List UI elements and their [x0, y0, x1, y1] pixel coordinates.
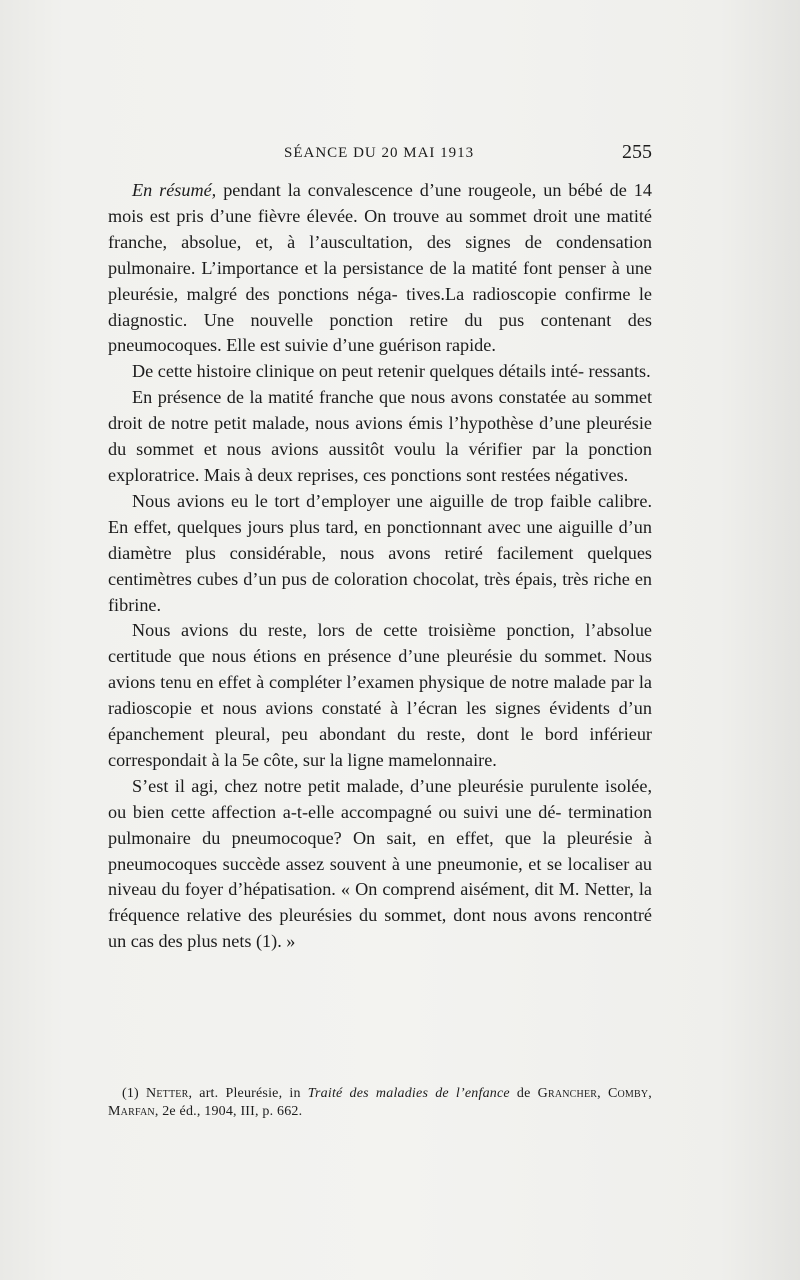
- footnote: [108, 1085, 652, 1121]
- footnote-editor: Grancher: [537, 1086, 598, 1101]
- paragraph: [108, 489, 652, 619]
- footnote-text: de: [509, 1086, 538, 1101]
- paragraph-text: S’est il agi, chez notre petit malade, d’une pleurésie purulente isolée, ou bien cette affection a-t-elle accompagné ou suivi une dé- termination pulmonaire du pneumocoque? On sait, en effet, que la pleurésie à pneumocoques succède assez souvent à une pneumonie, et se localiser au niveau du foyer d’hépatisation. « On comprend aisément, dit M. Netter, la fréquence relative des pleurésies du sommet, dont nous avons rencontré un cas des plus nets (1). »: [108, 775, 652, 952]
- page-header: [108, 141, 652, 165]
- footnote-text: , art. Pleurésie, in: [188, 1086, 308, 1101]
- running-head: SÉANCE DU 20 MAI 1913: [284, 145, 475, 161]
- footnote-editor: Comby, Marfan: [108, 1086, 653, 1119]
- paragraph: [108, 774, 652, 955]
- paragraph-text: Nous avions eu le tort d’employer une aiguille de trop faible calibre. En effet, quelques jours plus tard, en ponctionnant avec une aiguille d’un diamètre plus considérable, nous avons retiré facilement quelques centimètres cubes d’un pus de coloration chocolat, très épais, très riche en fibrine.: [108, 490, 652, 615]
- paragraph: [108, 618, 652, 773]
- body-text: [108, 178, 652, 955]
- footnote-title: Traité des maladies de l’enfance: [307, 1086, 510, 1101]
- summary-lead: En résumé,: [132, 180, 217, 200]
- paragraph-summary: [108, 178, 652, 359]
- paragraph-text: En présence de la matité franche que nous avons constatée au sommet droit de notre petit malade, nous avions émis l’hypothèse d’une pleurésie du sommet et nous avions aussitôt voulu la vérifier par la ponction exploratrice. Mais à deux reprises, ces ponctions sont restées négatives.: [108, 387, 652, 485]
- paragraph: [108, 359, 652, 385]
- paragraph-text: Nous avions du reste, lors de cette troisième ponction, l’absolue certitude que nous étions en présence d’une pleurésie du sommet. Nous avions tenu en effet à compléter l’examen physique de notre malade par la radioscopie et nous avions constaté à l’écran les signes évidents d’un épanchement pleural, peu abondant du reste, dont le bord inférieur correspondait à la 5e côte, sur la ligne mamelonnaire.: [108, 620, 652, 770]
- footnote-marker: (1): [122, 1086, 147, 1101]
- page-number: 255: [622, 141, 652, 163]
- paragraph: [108, 385, 652, 489]
- paragraph-text: pendant la convalescence d’une rougeole, un bébé de 14 mois est pris d’une fièvre élevée. On trouve au sommet droit une matité franche, absolue, et, à l’auscultation, des signes de condensation pulmonaire. L’importance et la persistance de la matité font penser à une pleurésie, malgré des ponctions néga- tives.La radioscopie confirme le diagnostic. Une nouvelle ponction retire du pus contenant des pneumocoques. Elle est suivie d’une guérison rapide.: [108, 180, 652, 356]
- footnote-author: Netter: [146, 1086, 189, 1101]
- footnote-text: ,: [597, 1086, 608, 1101]
- footnote-text: , 2e éd., 1904, III, p. 662.: [154, 1104, 303, 1119]
- paragraph-text: De cette histoire clinique on peut retenir quelques détails inté- ressants.: [132, 361, 651, 382]
